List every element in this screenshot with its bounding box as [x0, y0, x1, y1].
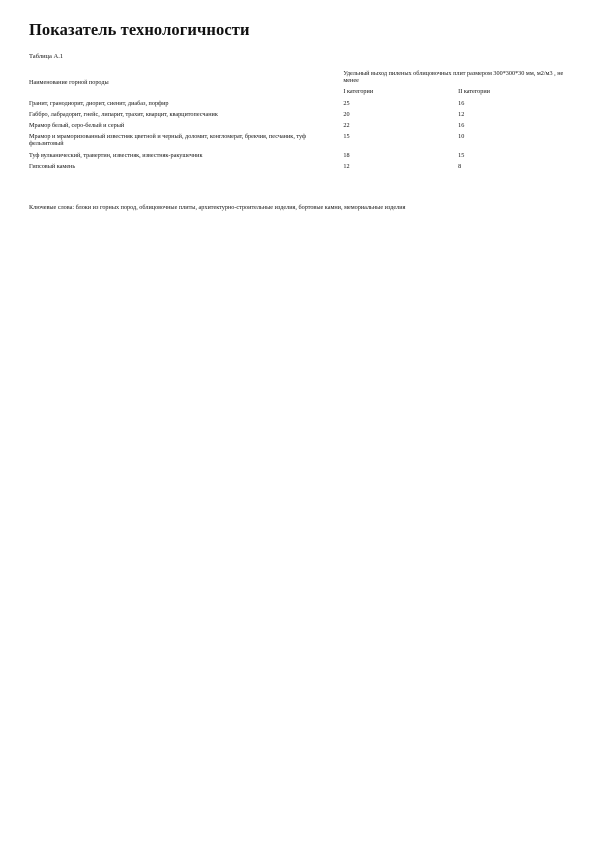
cell-category-2: 8 [458, 162, 462, 170]
cell-category-2: 16 [458, 99, 465, 107]
cell-category-1: 22 [343, 122, 350, 130]
keywords-paragraph: Ключевые слова: блоки из горных пород, облицовочные плиты, архитектурно-строительные изделия, бортовые камни, мемориальные изделия [29, 204, 406, 211]
cell-rock-name: Габбро, лабрадорит, гнейс, липарит, трахит, кварцит, кварцитопесчаник [29, 110, 218, 118]
cell-category-2: 12 [458, 110, 465, 118]
header-category-1: I категории [343, 88, 374, 96]
cell-rock-name: Мрамор белый, серо-белый и серый [29, 122, 125, 130]
cell-category-1: 15 [343, 133, 350, 141]
table-row [29, 152, 569, 163]
cell-category-2: 16 [458, 122, 465, 130]
data-table [29, 70, 569, 174]
table-row [29, 111, 569, 122]
table-row [29, 100, 569, 111]
table-row [29, 122, 569, 133]
cell-category-1: 12 [343, 162, 350, 170]
page-title: Показатель технологичности [29, 20, 250, 39]
header-category-2: II категории [458, 88, 490, 96]
header-yield: Удельный выход пиленых облицовочных плит размером 300*300*30 мм, м2/м3 , не менее [343, 70, 564, 85]
cell-rock-name: Мрамор и мраморизованный известняк цветной и черный, доломит, конгломерат, брекчия, песчаник, туф фельзитовый [29, 133, 306, 148]
table-row [29, 163, 569, 174]
cell-rock-name: Гранит, гранодиорит, диорит, сиенит, диабаз, порфир [29, 99, 169, 107]
cell-category-1: 20 [343, 110, 350, 118]
cell-category-1: 25 [343, 99, 350, 107]
table-header-row [29, 70, 569, 88]
cell-category-1: 18 [343, 151, 350, 159]
table-row [29, 133, 569, 151]
table-caption: Таблица А.1 [29, 53, 64, 60]
cell-category-2: 10 [458, 133, 465, 141]
cell-rock-name: Гипсовый камень [29, 162, 76, 170]
cell-category-2: 15 [458, 151, 465, 159]
header-rock-name: Наименование горной породы [29, 79, 109, 87]
cell-rock-name: Туф вулканический, травертин, известняк, известняк-ракушечник [29, 151, 203, 159]
